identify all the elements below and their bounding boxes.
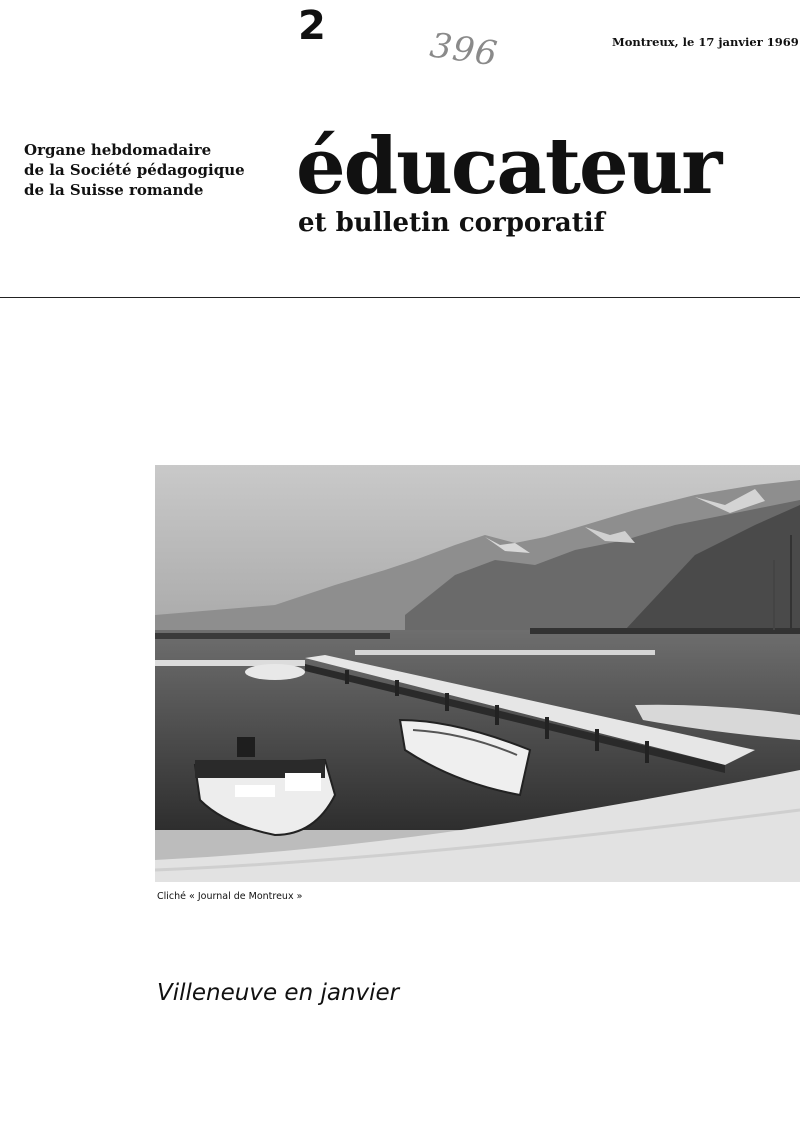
handwritten-note: 396 [427,25,501,75]
publisher-description [24,140,245,200]
issue-number: 2 [298,3,326,49]
cover-photo [155,465,800,882]
harbour-winter-scene [155,465,800,882]
photo-caption: Cliché « Journal de Montreux » [157,891,303,902]
masthead-title: éducateur [296,121,721,212]
organ-line-1: Organe hebdomadaire [24,141,212,159]
header-divider [0,297,800,298]
dateline: Montreux, le 17 janvier 1969 [612,35,799,49]
organ-line-2: de la Société pédagogique [24,161,245,179]
cover-title: Villeneuve en janvier [157,980,400,1006]
organ-line-3: de la Suisse romande [24,181,204,199]
masthead-subtitle: et bulletin corporatif [298,208,605,238]
